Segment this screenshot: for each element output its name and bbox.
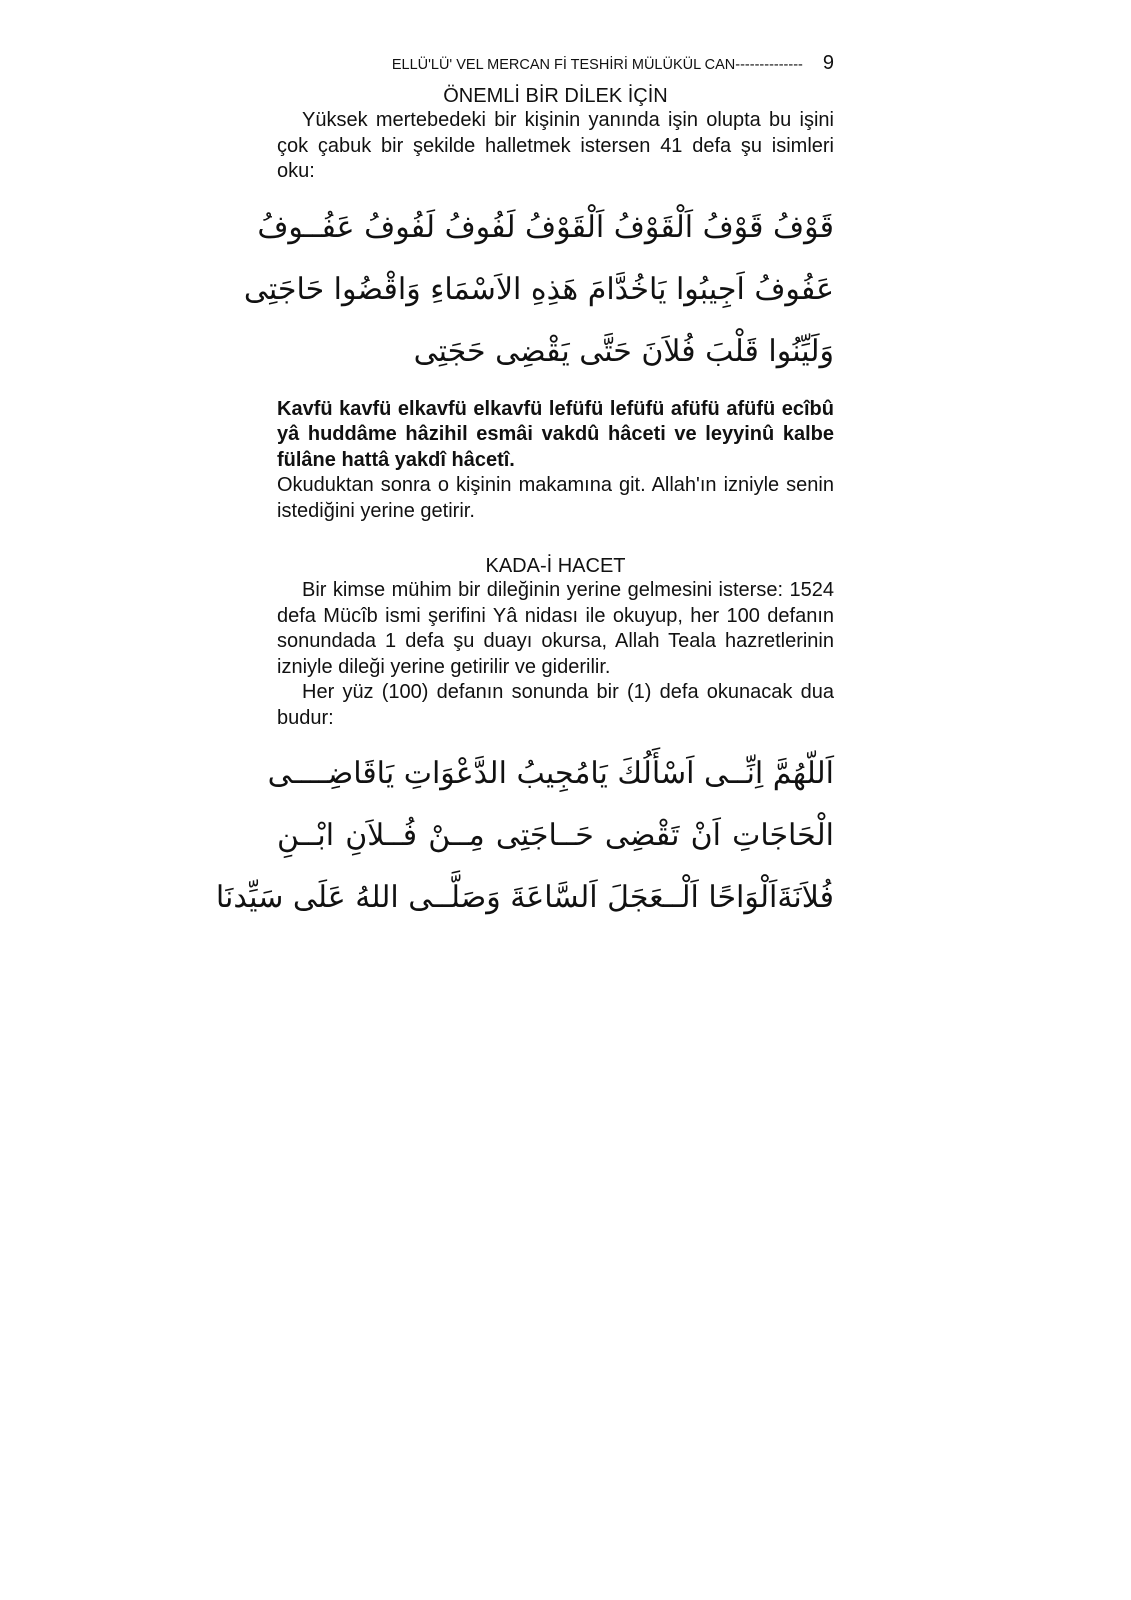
arabic-prayer-block: [243, 197, 834, 383]
arabic-line: عَفُوفُ اَجِيبُوا يَاخُدَّامَ هَذِهِ الاَسْمَاءِ وَاقْضُوا حَاجَتِى: [243, 271, 834, 307]
body-paragraph: Bir kimse mühim bir dileğinin yerine gelmesini isterse: 1524 defa Mücîb ismi şerifini Yâ nidası ile okuyup, her 100 defanın sonundada 1 defa şu duayı okursa, Allah Teala hazretlerinin izniyle dileği yerine getirilir ve giderilir.: [277, 579, 834, 678]
section-title: ÖNEMLİ BİR DİLEK İÇİN: [443, 85, 668, 107]
arabic-line: اَللّهُمَّ اِنِّــى اَسْأَلُكَ يَامُجِيبُ الدَّعْوَاتِ يَاقَاضِــــى: [267, 756, 834, 791]
section-title: KADA-İ HACET: [485, 555, 626, 577]
arabic-line: الْحَاجَاتِ اَنْ تَقْضِى حَــاجَتِى مِــنْ فُــلاَنِ ابْــنِ: [277, 818, 834, 853]
arabic-dua-block: [215, 743, 834, 929]
arabic-line: وَلَيِّنُوا قَلْبَ فُلاَنَ حَتَّى يَقْضِى حَجَتِى: [413, 333, 834, 369]
intro-paragraph: Yüksek mertebedeki bir kişinin yanında işin olupta bu işini çok çabuk bir şekilde halletmek istersen 41 defa şu isimleri oku:: [277, 109, 834, 182]
page-number: 9: [822, 52, 834, 74]
instruction-paragraph: Okuduktan sonra o kişinin makamına git. Allah'ın izniyle senin istediğini yerine getirir.: [277, 474, 834, 522]
transliteration: Kavfü kavfü elkavfü elkavfü lefüfü lefüfü afüfü afüfü ecîbû yâ huddâme hâzihil esmâi vakdû hâceti ve leyyinû kalbe fülâne hattâ yakdî hâcetî.: [277, 397, 834, 471]
document-page: [215, 52, 834, 943]
arabic-line: فُلاَنَةَاَلْوَاحًا اَلْــعَجَلَ اَلسَّاعَةَ وَصَلَّــى اللهُ عَلَى سَيِّدنَا: [215, 880, 834, 915]
arabic-line: قَوْفُ قَوْفُ اَلْقَوْفُ اَلْقَوْفُ لَفُوفُ لَفُوفُ عَفُــوفُ: [257, 209, 834, 245]
running-title: ELLÜ'LÜ' VEL MERCAN Fİ TESHİRİ MÜLÜKÜL CAN--------------: [391, 57, 803, 73]
body-paragraph: Her yüz (100) defanın sonunda bir (1) defa okunacak dua budur:: [277, 681, 834, 729]
running-header: [277, 52, 834, 78]
